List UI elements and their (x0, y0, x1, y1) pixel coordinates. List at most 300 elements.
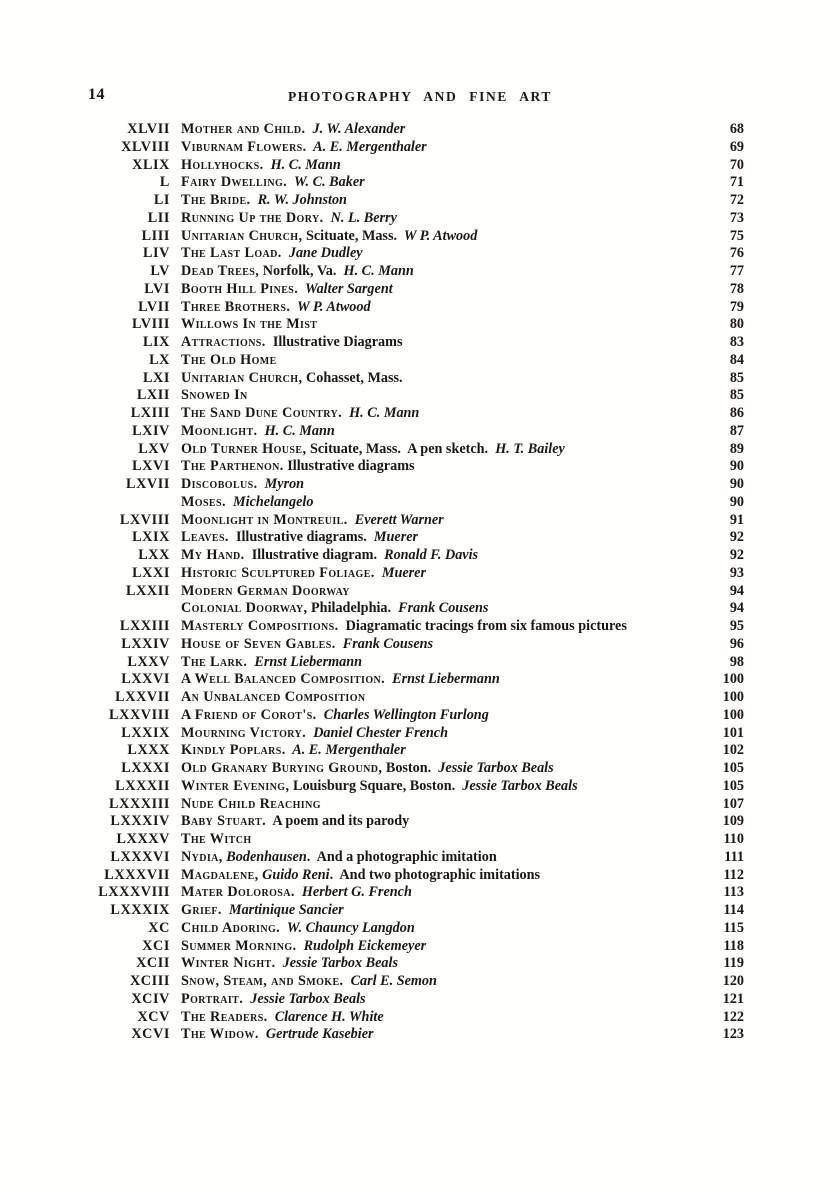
entry-page-number: 86 (729, 405, 744, 421)
entry-numeral: XCIII (129, 973, 170, 989)
entry-title-segment: Martinique Sancier (221, 902, 344, 918)
entry-title-segment: Scituate, Mass. (302, 227, 398, 244)
entry-title-segment: . And a photographic imitation (306, 848, 497, 865)
toc-entry (60, 441, 744, 459)
entry-page-number: 92 (729, 529, 744, 546)
toc-entry (60, 192, 744, 210)
entry-title (181, 902, 704, 920)
entry-numeral: LXXVIII (109, 706, 170, 723)
entry-title-segment: Baby Stuart. (181, 813, 267, 830)
entry-title (181, 565, 704, 583)
entry-title (181, 867, 704, 885)
toc-entry (60, 636, 744, 654)
entry-title-segment: Gertrude Kasebier (258, 1026, 374, 1043)
entry-numeral: XCII (136, 955, 170, 972)
entry-title-segment: Clarence H. White (267, 1008, 384, 1025)
entry-title-segment: The Sand Dune Country. (181, 405, 343, 421)
entry-title-segment: Muerer (374, 564, 426, 581)
entry-page-number: 90 (729, 476, 744, 492)
toc-entry (60, 547, 744, 565)
entry-numeral: LXV (138, 440, 170, 457)
entry-title-segment: The Bride. (181, 192, 251, 208)
entry-title (181, 778, 704, 796)
entry-page-number: 75 (729, 227, 744, 244)
entry-page-number: 78 (729, 280, 744, 297)
entry-title-segment: H. C. Mann (342, 405, 420, 421)
entry-title (181, 796, 704, 814)
running-title: PHOTOGRAPHY AND FINE ART (287, 89, 553, 104)
entry-page-number: 107 (722, 795, 744, 812)
entry-title-segment: Bodenhausen (222, 848, 307, 865)
toc-entry (60, 902, 744, 920)
entry-page-number: 80 (729, 316, 744, 333)
entry-title-segment: Jessie Tarbox Beals (243, 990, 366, 1007)
entry-title (181, 1026, 704, 1044)
entry-title-segment: Kindly Poplars. (181, 742, 286, 759)
entry-page-number: 69 (729, 138, 744, 155)
entry-numeral: LXX (138, 547, 170, 563)
entry-title (181, 938, 704, 956)
entry-title-segment: Illustrative diagrams (283, 458, 415, 475)
toc-entry (60, 1009, 744, 1027)
entry-page-number: 119 (723, 955, 744, 972)
entry-title (181, 387, 704, 405)
entry-title-segment: The Old Home (181, 351, 277, 368)
entry-title-segment: The Parthenon. (181, 458, 284, 475)
entry-title (181, 618, 704, 636)
entry-title (181, 831, 704, 849)
entry-title (181, 121, 704, 139)
entry-title-segment: Historic Sculptured Foliage. (181, 564, 375, 581)
entry-title-segment: Mother and Child. (181, 121, 306, 137)
entry-numeral: LXXV (127, 653, 170, 670)
entry-title-segment: Willows In the Mist (181, 316, 318, 333)
entry-title-segment: Rudolph Eickemeyer (296, 937, 427, 954)
toc-entry (60, 316, 744, 334)
entry-title-segment: The Readers. (181, 1008, 268, 1025)
entry-numeral: LXXXV (116, 831, 170, 847)
entry-numeral: LXVII (126, 476, 170, 492)
entry-title-segment: Snowed In (181, 387, 248, 404)
entry-numeral: LIV (142, 245, 170, 262)
entry-numeral: XCVI (131, 1026, 170, 1043)
entry-numeral: LV (150, 263, 170, 279)
entry-title-segment: Portrait. (181, 990, 244, 1007)
toc-entry (60, 476, 744, 494)
entry-title (181, 476, 704, 494)
entry-title (181, 1009, 704, 1027)
entry-numeral: XCIV (131, 990, 170, 1007)
entry-page-number: 122 (722, 1008, 744, 1025)
toc-entry (60, 707, 744, 725)
entry-page-number: 87 (729, 422, 744, 439)
entry-title (181, 299, 704, 317)
entry-numeral: LXXXVIII (98, 884, 170, 901)
entry-page-number: 123 (722, 1026, 744, 1043)
entry-title (181, 707, 704, 725)
entry-page-number: 91 (729, 511, 744, 528)
entry-title-segment: Nude Child Reaching (181, 795, 321, 812)
entry-numeral: XCV (137, 1008, 170, 1025)
entry-title-segment: Old Turner House, (181, 440, 307, 457)
entry-page-number: 85 (729, 369, 744, 386)
entry-title-segment: Boston. (382, 760, 432, 776)
entry-page-number: 90 (729, 493, 744, 510)
toc-entry (60, 281, 744, 299)
toc-entry (60, 245, 744, 263)
entry-title-segment: Guido Reni (258, 866, 330, 883)
entry-page-number: 121 (722, 990, 744, 1007)
entry-numeral: LXXIV (121, 635, 170, 652)
entry-title-segment: H. C. Mann (336, 263, 414, 279)
entry-numeral: XLIX (132, 156, 170, 173)
toc-entry (60, 565, 744, 583)
entry-page-number: 77 (729, 263, 744, 279)
entry-numeral: LXIII (130, 405, 170, 421)
entry-numeral: LXXX (127, 742, 170, 759)
entry-title (181, 352, 704, 370)
entry-title (181, 228, 704, 246)
entry-page-number: 100 (722, 689, 744, 705)
entry-title-segment: Herbert G. French (294, 884, 412, 901)
entry-title (181, 583, 704, 601)
entry-title (181, 849, 704, 867)
entry-title-segment: Mater Dolorosa. (181, 884, 295, 901)
entry-title-segment: Snow, Steam, and Smoke. (181, 973, 344, 989)
entry-numeral: LXVIII (119, 511, 170, 528)
entry-title-segment: House of Seven Gables. (181, 635, 336, 652)
entry-title-segment: Ronald F. Davis (377, 547, 479, 563)
toc-entry (60, 299, 744, 317)
entry-page-number: 111 (724, 848, 744, 865)
entry-page-number: 72 (729, 192, 744, 208)
toc-entry (60, 849, 744, 867)
entry-page-number: 93 (729, 564, 744, 581)
entry-title-segment: Attractions. (181, 334, 266, 350)
entry-title-segment: Moonlight in Montreuil. (181, 511, 348, 528)
toc-entry (60, 512, 744, 530)
entry-title (181, 192, 704, 210)
entry-numeral: LXXVI (121, 671, 170, 688)
entry-page-number: 83 (729, 334, 744, 350)
toc-entry (60, 671, 744, 689)
entry-title-segment: Dead Trees, (181, 263, 260, 279)
entry-numeral: XCI (142, 937, 170, 954)
entry-title-segment: A Friend of Corot's. (181, 706, 317, 723)
entry-title-segment: Colonial Doorway, (181, 600, 308, 617)
entry-page-number: 110 (723, 831, 744, 847)
entry-title-segment: . And two photographic imitations (329, 866, 541, 883)
entry-page-number: 92 (729, 547, 744, 563)
entry-title-segment: Moonlight. (181, 422, 258, 439)
entry-title-segment: Old Granary Burying Ground, (181, 760, 383, 776)
entry-numeral: LXXXII (115, 777, 170, 794)
entry-numeral: LXVI (132, 458, 170, 475)
entry-title-segment: Illustrative Diagrams (265, 334, 403, 350)
entry-numeral: LVIII (132, 316, 170, 333)
entry-title (181, 157, 704, 175)
entry-numeral: XLVIII (121, 138, 170, 155)
entry-page-number: 85 (729, 387, 744, 404)
entry-title-segment: My Hand. (181, 547, 245, 563)
entry-title (181, 813, 704, 831)
entry-title-segment: Jane Dudley (281, 245, 363, 262)
entry-numeral: LXXVII (115, 689, 170, 705)
toc-entry (60, 796, 744, 814)
entry-title-segment: Daniel Chester French (306, 724, 448, 741)
toc-entry (60, 618, 744, 636)
entry-numeral: LXXXIII (109, 795, 170, 812)
entry-title-segment: Winter Evening, (181, 777, 290, 794)
entry-title-segment: Diagramatic tracings from six famous pictures (338, 618, 627, 634)
entry-numeral: LVII (138, 298, 170, 315)
entry-numeral: LXIV (132, 422, 170, 439)
entry-page-number: 71 (729, 174, 744, 191)
toc-entry (60, 387, 744, 405)
entry-title (181, 991, 704, 1009)
folio-page-number: 14 (88, 86, 105, 103)
entry-page-number: 98 (729, 653, 744, 670)
entry-title (181, 263, 704, 281)
entry-title-segment: Myron (257, 476, 305, 492)
entry-title (181, 458, 704, 476)
entry-page-number: 112 (723, 866, 744, 883)
entry-page-number: 95 (729, 618, 744, 634)
entry-page-number: 101 (722, 724, 744, 741)
entry-title-segment: Carl E. Semon (343, 973, 437, 989)
entry-title-segment: Grief. (181, 902, 222, 918)
entry-numeral: LXXXI (121, 760, 170, 776)
entry-title-segment: Magdalene, (181, 866, 259, 883)
entry-numeral: LXXXVII (104, 866, 170, 883)
toc-entry (60, 370, 744, 388)
entry-title (181, 512, 704, 530)
entry-numeral: LXXIX (121, 724, 170, 741)
toc-entry (60, 583, 744, 601)
entry-title-segment: The Last Load. (181, 245, 282, 262)
toc-entry (60, 121, 744, 139)
entry-title-segment: The Lark. (181, 653, 248, 670)
entry-numeral: LXXXIX (110, 902, 170, 918)
entry-page-number: 105 (722, 760, 744, 776)
entry-title-segment: A Well Balanced Composition. (181, 671, 386, 688)
entry-numeral: LXXII (126, 582, 170, 599)
entry-title-segment: Frank Cousens (391, 600, 489, 617)
entry-page-number: 105 (722, 777, 744, 794)
entry-numeral: LXXXVI (110, 848, 170, 865)
entry-numeral: LX (149, 351, 170, 368)
entry-title-segment: Summer Morning. (181, 937, 297, 954)
entry-title-segment: H. C. Mann (257, 422, 335, 439)
entry-title-segment: Norfolk, Va. (259, 263, 337, 279)
toc-entry (60, 725, 744, 743)
entry-numeral: LIII (141, 227, 170, 244)
entry-title-segment: W. C. Baker (287, 174, 365, 191)
entry-numeral: LXXI (132, 564, 170, 581)
entry-title-segment: A. E. Mergenthaler (285, 742, 406, 759)
entry-title-segment: The Witch (181, 831, 252, 847)
entry-title-segment: Three Brothers. (181, 298, 291, 315)
entry-title-segment: W P. Atwood (397, 227, 478, 244)
entry-title-segment: Fairy Dwelling. (181, 174, 288, 191)
toc-entry (60, 423, 744, 441)
entry-title-segment: Ernst Liebermann (385, 671, 500, 688)
entry-title (181, 174, 704, 192)
toc-entry (60, 210, 744, 228)
entry-title (181, 245, 704, 263)
entry-title-segment: Hollyhocks. (181, 156, 264, 173)
entry-title (181, 689, 704, 707)
entry-title-segment: The Widow. (181, 1026, 259, 1043)
toc-entry (60, 973, 744, 991)
entry-title-segment: H. C. Mann (263, 156, 341, 173)
toc-entry (60, 778, 744, 796)
entry-numeral: XLVII (127, 121, 170, 137)
entry-page-number: 102 (722, 742, 744, 759)
entry-title-segment: A poem and its parody (266, 813, 410, 830)
toc-entry (60, 494, 744, 512)
entry-title (181, 529, 704, 547)
entry-title-segment: Jessie Tarbox Beals (275, 955, 398, 972)
toc-entry (60, 263, 744, 281)
entry-page-number: 100 (722, 671, 744, 688)
toc-entry (60, 689, 744, 707)
entry-title-segment: Walter Sargent (298, 280, 393, 297)
toc-entry (60, 139, 744, 157)
entry-title-segment: Illustrative diagrams. (228, 529, 367, 546)
toc-entry (60, 991, 744, 1009)
entry-title (181, 671, 704, 689)
entry-title-segment: Moses. (181, 493, 226, 510)
entry-numeral: XC (148, 919, 170, 936)
entry-title-segment: N. L. Berry (323, 209, 397, 226)
entry-title-segment: H. T. Bailey (488, 440, 565, 457)
entry-page-number: 76 (729, 245, 744, 262)
entry-title (181, 281, 704, 299)
entry-title-segment: Frank Cousens (335, 635, 434, 652)
entry-numeral: LXII (136, 387, 170, 404)
illustrations-list (60, 121, 744, 1044)
entry-title (181, 600, 704, 618)
entry-title-segment: Leaves. (181, 529, 229, 546)
entry-page-number: 90 (729, 458, 744, 475)
toc-entry (60, 529, 744, 547)
entry-numeral: LVI (144, 280, 170, 297)
entry-page-number: 84 (729, 351, 744, 368)
entry-numeral: LXXIII (119, 618, 170, 634)
entry-title-segment: Jessie Tarbox Beals (455, 777, 578, 794)
toc-entry (60, 938, 744, 956)
toc-entry (60, 458, 744, 476)
toc-entry (60, 867, 744, 885)
entry-numeral: LII (147, 209, 170, 226)
toc-entry (60, 760, 744, 778)
entry-title-segment: Everett Warner (347, 511, 444, 528)
toc-entry (60, 352, 744, 370)
entry-title (181, 441, 704, 459)
entry-title-segment: Philadelphia. (307, 600, 392, 617)
entry-title-segment: Unitarian Church, (181, 227, 303, 244)
entry-title-segment: Masterly Compositions. (181, 618, 339, 634)
entry-title-segment: Unitarian Church, (181, 369, 303, 386)
entry-page-number: 96 (729, 635, 744, 652)
toc-entry (60, 654, 744, 672)
toc-entry (60, 831, 744, 849)
entry-title-segment: Mourning Victory. (181, 724, 307, 741)
entry-page-number: 89 (729, 440, 744, 457)
entry-numeral: LXI (142, 369, 170, 386)
entry-page-number: 70 (729, 156, 744, 173)
entry-title-segment: Jessie Tarbox Beals (431, 760, 554, 776)
entry-numeral: LIX (142, 334, 170, 350)
entry-title-segment: Louisburg Square, Boston. (289, 777, 456, 794)
entry-page-number: 120 (722, 973, 744, 989)
entry-numeral: LXXXIV (110, 813, 170, 830)
entry-title (181, 316, 704, 334)
entry-title (181, 334, 704, 352)
entry-title-segment: W P. Atwood (290, 298, 371, 315)
entry-page-number: 115 (723, 919, 744, 936)
entry-title-segment: Modern German Doorway (181, 582, 350, 599)
entry-title-segment: Michelangelo (225, 493, 314, 510)
entry-title (181, 547, 704, 565)
entry-page-number: 113 (723, 884, 744, 901)
entry-title-segment: Cohasset, Mass. (302, 369, 403, 386)
entry-page-number: 118 (723, 937, 744, 954)
entry-page-number: 68 (729, 121, 744, 137)
entry-page-number: 94 (729, 600, 744, 617)
toc-entry (60, 955, 744, 973)
entry-numeral: L (159, 174, 170, 191)
entry-title (181, 742, 704, 760)
entry-title-segment: Winter Night. (181, 955, 276, 972)
entry-title (181, 955, 704, 973)
entry-title-segment: A. E. Mergenthaler (306, 138, 427, 155)
entry-title-segment: Viburnam Flowers. (181, 138, 307, 155)
toc-entry (60, 920, 744, 938)
entry-title-segment: Scituate, Mass. A pen sketch. (306, 440, 489, 457)
toc-entry (60, 334, 744, 352)
entry-title (181, 973, 704, 991)
entry-page-number: 94 (729, 582, 744, 599)
toc-entry (60, 813, 744, 831)
entry-page-number: 79 (729, 298, 744, 315)
entry-title (181, 405, 704, 423)
entry-title (181, 139, 704, 157)
entry-title-segment: Nydia, (181, 848, 223, 865)
entry-numeral: LXIX (132, 529, 170, 546)
toc-entry (60, 742, 744, 760)
entry-title-segment: R. W. Johnston (250, 192, 347, 208)
entry-title (181, 636, 704, 654)
entry-title (181, 370, 704, 388)
entry-title-segment: Running Up the Dory. (181, 209, 324, 226)
entry-title-segment: W. Chauncy Langdon (280, 919, 415, 936)
entry-title-segment: Discobolus. (181, 476, 258, 492)
entry-page-number: 73 (729, 209, 744, 226)
entry-title (181, 423, 704, 441)
entry-title (181, 654, 704, 672)
toc-entry (60, 600, 744, 618)
entry-title-segment: An Unbalanced Composition (181, 689, 366, 705)
entry-page-number: 109 (722, 813, 744, 830)
entry-title (181, 210, 704, 228)
entry-title (181, 760, 704, 778)
toc-entry (60, 1026, 744, 1044)
toc-entry (60, 884, 744, 902)
entry-title-segment: Booth Hill Pines. (181, 280, 299, 297)
toc-entry (60, 228, 744, 246)
